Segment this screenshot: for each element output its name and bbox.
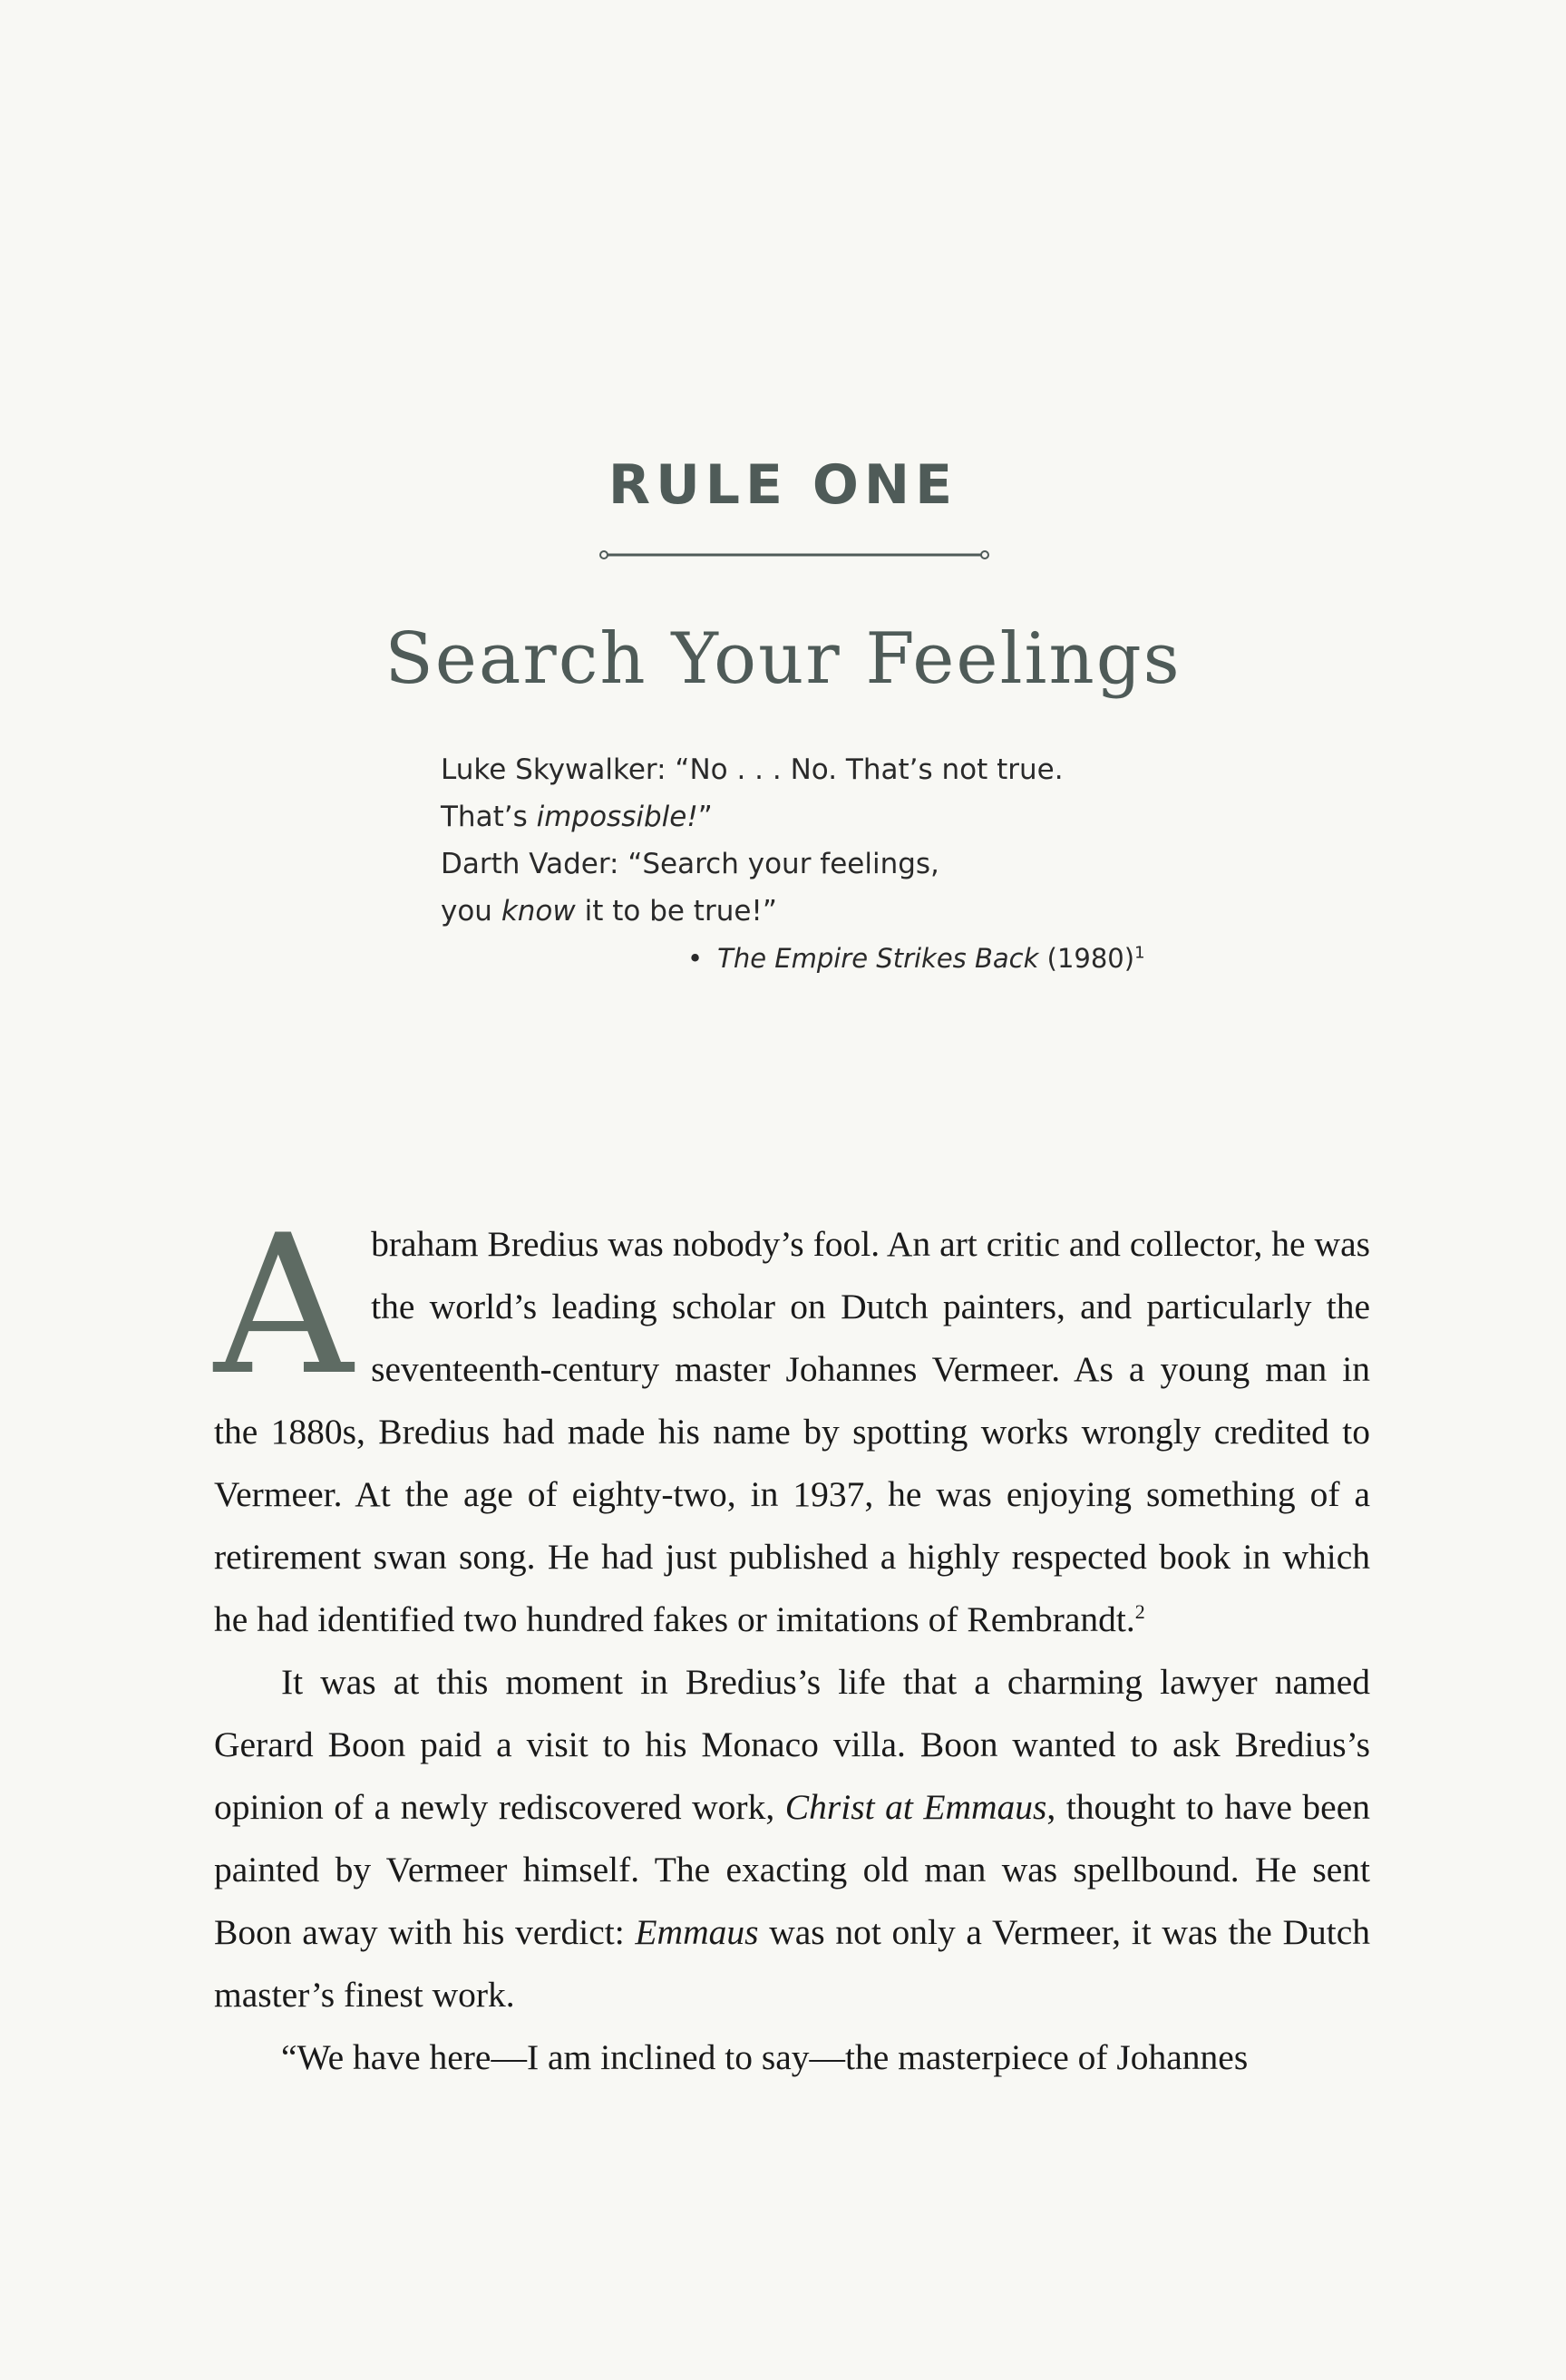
artwork-title: Christ at Emmaus bbox=[784, 1787, 1047, 1827]
chapter-label: RULE ONE bbox=[608, 453, 958, 517]
epigraph-text: it to be true!” bbox=[575, 895, 777, 928]
paragraph bbox=[214, 1193, 1370, 1651]
paragraph-text: It was at this moment in Bredius’s life that a charming lawyer named Gerard Boon paid a visit to his Monaco villa. Boon wanted to ask Bredius’s opinion of a newly rediscovered work, bbox=[214, 1662, 1370, 1827]
epigraph-line: Luke Skywalker: “No . . . No. That’s not true. bbox=[441, 753, 1064, 786]
epigraph-line bbox=[441, 793, 1257, 840]
bullet-icon: • bbox=[687, 943, 704, 974]
artwork-title: Emmaus bbox=[635, 1912, 759, 1952]
source-title: The Empire Strikes Back bbox=[717, 943, 1039, 974]
paragraph: “We have here—I am inclined to say—the masterpiece of Johannes bbox=[281, 2037, 1249, 2077]
paragraph bbox=[214, 1651, 1370, 2026]
drop-cap: A bbox=[214, 1193, 354, 1417]
ornamental-divider bbox=[598, 548, 990, 562]
paragraph-text: braham Bredius was nobody’s fool. An art critic and collector, he was the world’s leading scholar on Dutch painters, and particularly the seventeenth-century master Johannes Vermeer. As a young man in the 1880s, Bredius had made his name by spotting works wrongly credited to Vermeer. At the age of eighty-two, in 1937, he was enjoying something of a retirement swan song. He had just published a highly respected book in which he had identified two hundred fakes or imitations of Rembrandt. bbox=[214, 1224, 1370, 1639]
footnote-marker: 2 bbox=[1134, 1599, 1145, 1623]
source-year: (1980) bbox=[1046, 943, 1135, 974]
epigraph-line bbox=[441, 888, 1257, 935]
epigraph-emphasis: know bbox=[501, 895, 576, 928]
epigraph-text: you bbox=[441, 895, 501, 928]
body-text bbox=[214, 1193, 1370, 2089]
paragraph-text: was not only a Vermeer, it was the Dutch master’s finest work. bbox=[214, 1912, 1370, 2015]
footnote-marker: 1 bbox=[1134, 943, 1145, 963]
epigraph-line: Darth Vader: “Search your feelings, bbox=[441, 848, 939, 880]
epigraph-emphasis: impossible! bbox=[536, 801, 698, 833]
epigraph-text: ” bbox=[697, 801, 713, 833]
epigraph bbox=[441, 746, 1257, 935]
epigraph-text: That’s bbox=[441, 801, 537, 833]
chapter-title: Search Your Feelings bbox=[384, 618, 1182, 700]
epigraph-attribution bbox=[687, 943, 1145, 974]
paragraph-text: , thought to have been painted by Vermeer himself. The exacting old man was spellbound. He sent Boon away with his verdict: bbox=[214, 1787, 1370, 1952]
